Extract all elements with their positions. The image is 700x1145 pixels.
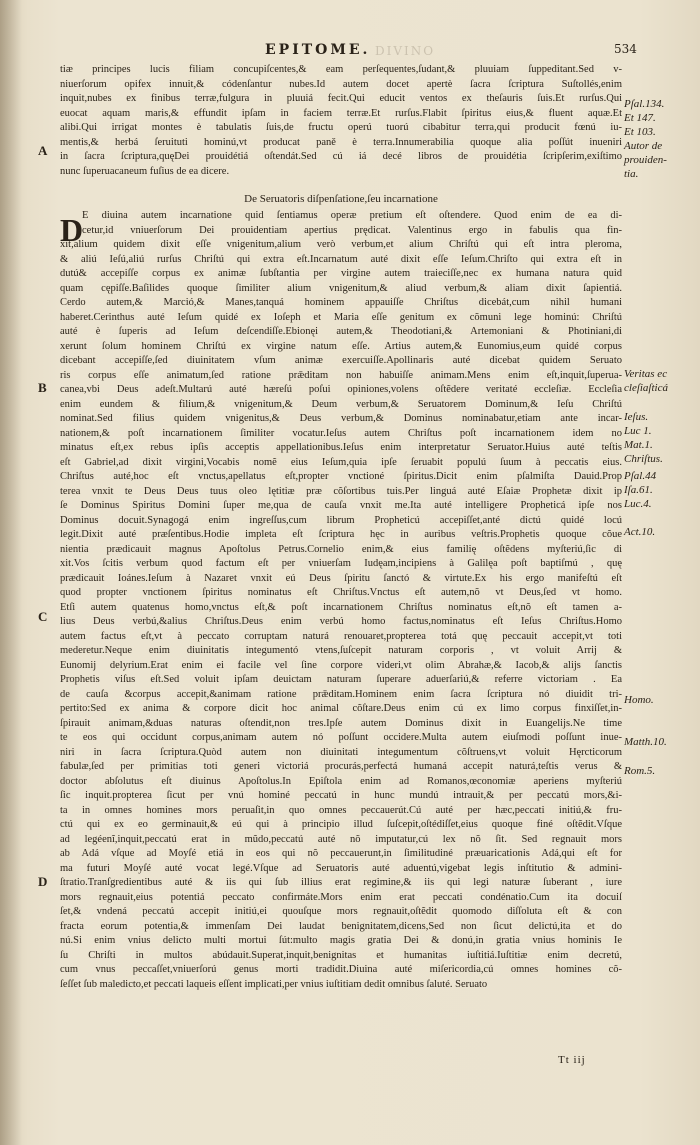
text-line: inquit,nubes ex finibus terræ,fulgura in pluuiá fecit.Qui educit ventos ex theſauris ſuis.Et rurſus.Qui bbox=[60, 93, 622, 104]
text-line: canea,vbi Deus adeſt.Multarú auté hæreſú poſui opiniones,volens oſtẽdere veritaté eccleſiæ. Eccleſia bbox=[60, 384, 622, 395]
text-line: nominat.Sed filius quidem vnigenitus,& Deus verbum,& Dominus nominabatur,etiam ante incar- bbox=[60, 413, 622, 424]
text-line: cum vnus peccaſſet,vniuerſorú genus morti tradidit.Diuina auté miſericordia,cú omnes homines cõ- bbox=[60, 964, 622, 975]
margin-note: Chriſtus. bbox=[624, 453, 663, 465]
text-line: ma futuri Moyſé auté vocat legé.Vſque ad Seruatoris auté aduentú,vigebat legis inſtitutio & admini- bbox=[60, 862, 622, 874]
text-line: dutú& accepiſſe corpus ex animæ ſubſtantia per virgine autem traieciſſe,nec ex humana natura quid bbox=[60, 268, 622, 279]
text-line: ta in omnes homines mors peruaſit,in quo omnes peccauerút.Cú auté per hæc,peccati initiú,& fru- bbox=[60, 804, 622, 816]
text-line: ſe Dominus Spiritus Domini ſuper me,qua de cauſa vnxit me.Ita auté intelligere Propheticá ipſe nos bbox=[60, 500, 622, 511]
text-line: & aliú Ieſú,aliú rurſus Chriſtú qui extra eſt.Incarnatum auté dixit eſſe Ieſum.Chriſto qui extra eſt in bbox=[60, 253, 622, 265]
text-line: ſet,& vndená peccatú accepit initiú,ei quouſque mors regnauit,oſtẽdit quomodo diſſoluta eſt & con bbox=[60, 906, 622, 917]
text-line: quam cępiſſe.Baſilides quoque ſimiliter alium vnigenitum,& aliud verbum,& aliam dixit ſapientiá. bbox=[60, 282, 622, 294]
text-line: xit.Vos ſcitis verbum quod factum eſt per vniuerſam Iudęam,incipiens à Galilęa poſt baptiſmú , quę bbox=[60, 558, 622, 569]
margin-note: Act.10. bbox=[624, 526, 656, 538]
text-line: nú.Si enim vnius delicto multi mortui ſút:multo magis gratia Dei & donú,in gratia vnius hominis Ie bbox=[60, 935, 622, 946]
gutter-shadow bbox=[0, 0, 22, 1145]
text-line: niuerſorum opifex innuit,& códenſantur nubes.Id autem docet apertè ſacra ſcriptura Suſtollés,enim bbox=[60, 78, 622, 90]
text-line: Prophetis viſus eſt.Sed voluit ipſam deuictam naturam ſuperare aduerſariú,& referre victoriam . Ea bbox=[60, 674, 622, 685]
running-head bbox=[0, 42, 700, 64]
margin-note: prouiden- bbox=[624, 154, 667, 166]
page-number: 534 bbox=[614, 42, 637, 56]
text-line: tiæ principes lucis filiam concupiſcentes,& eam perſequentes,ſudant,& pluuiam ſuppeditant.Sed v- bbox=[60, 64, 622, 75]
text-line: alibi.Qui irrigat montes è tabulatis ſuis,de fructu operú tuorú cibabitur terra,qui producit fœnú iu- bbox=[60, 122, 622, 133]
text-line: Dominus docuit.Synagogá enim ingreſſus,cum librum Propheticú accepiſſet,anté dictú quidé locú bbox=[60, 514, 622, 526]
text-line: Chriſtus auté,hoc eſt vnctus,apellatus eſt,propter vnctioné ſpiritus.Dicit enim pſalmiſta Dauid.Prop bbox=[60, 471, 622, 482]
text-line: ſpirauit animam,&duas naturas oſtendit,non tres.Ipſe autem Dominus dixit in Euangelijs.Ne time bbox=[60, 717, 622, 729]
body-paragraph bbox=[60, 209, 622, 992]
text-line: dicebant accepiſſe,ſed diuinitatem vſum animæ exercuiſſe.Apollinaris auté dicebat quidem Seruato bbox=[60, 355, 622, 366]
margin-note: Iſa.61. bbox=[624, 484, 653, 496]
margin-note: Luc 1. bbox=[624, 425, 652, 437]
margin-note: Ieſus. bbox=[624, 411, 649, 423]
margin-note: Homo. bbox=[624, 694, 654, 706]
section-letter: D bbox=[38, 874, 48, 889]
text-line: in ſacra ſcriptura,quęDei prouidétiá oſtendát.Sed cú iá decé libros de prouidétia ſcripſerim,exiſtimo bbox=[60, 151, 622, 162]
text-line: fabulæ,ſed per primitias toti generi victoriá procurás,perfectá humaná accepit naturá,teſtis verus & bbox=[60, 761, 622, 772]
text-line: prædicauit Ioánes.Ieſum à Nazaret vnxit eú Deus ſpiritu ſanctó & virtute.Ex his ergo manifeſtú eſt bbox=[60, 572, 622, 584]
margin-note: Matth.10. bbox=[624, 736, 667, 748]
margin-note: Et 103. bbox=[624, 126, 656, 138]
text-line: quod propter vnctionem ſpiritus nominatus eſt Chriſtus.Vnctus eſt autem,nõ vt Deus,ſed vt homo. bbox=[60, 587, 622, 598]
text-line: terea vnxit te Deus Deus tuus oleo lętitiæ præ cõſortibus tuis.Per linguá auté Eſaiæ Prophetæ dixit ip bbox=[60, 485, 622, 497]
margin-note: Luc.4. bbox=[624, 498, 652, 510]
text-line: haberet.Cerinthus auté Ieſum quidé ex Ioſeph et Maria eſſe genitum ex cõmuni lege hominú: Chriſtú bbox=[60, 311, 622, 323]
text-line: te eos qui occidunt corpus,animam autem nó poſſunt occidere.Multa autem eiuſmodi poſſunt inue- bbox=[60, 732, 622, 743]
text-line: nunc ſuperuacaneum fuſius de ea dicere. bbox=[60, 165, 230, 177]
text-line: Cerdo autem,& Marció,& Manes,tanquá hominem appauiſſe Chriſtus dicebát,cum nihil humani bbox=[60, 297, 622, 308]
text-line: enim eundem & filium,& vnigenitum,& Deum verbum,& Seruatorem Dominum,& Ieſu Chriſtú bbox=[60, 398, 622, 410]
text-line: ad legéenĩ,inquit,peccatú erat in mũdo,peccatú auté nõ imputatur,cú lex nõ ſit. Sed regnauit mors bbox=[60, 833, 622, 845]
margin-note: Et 147. bbox=[624, 112, 656, 124]
section-heading: De Seruatoris diſpenſatione,ſeu incarnatione bbox=[244, 193, 438, 205]
text-line: pertito:Sed ex anima & corpore dicit hoc animal cõſtare.Deus enim cú ex limo corpus finxiſſet,in- bbox=[60, 703, 622, 714]
text-line: auté è ſuperis ad Ieſum deſcendiſſe.Ebionęi autem,& Theodotiani,& Artemoniani & Photiniani,di bbox=[60, 326, 622, 337]
signature-mark: Tt iij bbox=[558, 1054, 586, 1066]
margin-note: cleſiaſticá bbox=[624, 382, 668, 394]
text-line: ſtratio.Tranſgredientibus auté & iis qui ſub illius erat regimine,& iis qui legi naturæ ſuberant , iure bbox=[60, 877, 622, 888]
text-line: E diuina autem incarnatione quid ſentiamus operæ pretium eſt oſtendere. Quod enim de ea di- bbox=[82, 210, 622, 221]
drop-cap: D bbox=[60, 212, 84, 248]
show-through-text: DIVINO bbox=[375, 44, 436, 58]
text-line: ſic inquit.propterea ſicut per vnú hominé peccatú in hunc mundú intrauit,& per peccatú mors,&i- bbox=[60, 790, 622, 801]
text-line: de cauſa &corpus accepit,&animam ratione prǣditam.Hominem enim ſacra ſcriptura nó diuidit tri- bbox=[60, 688, 622, 700]
text-line: xit,alium quidem dixit eſſe vnigenitum,alium verò verbum,et alium Chriſtú qui eſt intra pleroma, bbox=[60, 239, 622, 250]
section-letter: C bbox=[38, 609, 48, 624]
main-text bbox=[60, 63, 622, 992]
text-line: fracta eorum potentia,& immenſam Dei laudat benignitatem,dicens,Sed non ſicut delictú,ita et do bbox=[60, 920, 622, 932]
text-line: ctú qui ex eo germinauit,& eú qui à principio illud ſuſcepit,oſtédiſſet,eius quoque finé oſtẽdit.Vſque bbox=[60, 819, 622, 830]
text-line: ſu Chriſti in multos abúdauit.Superat,inquit,benignitas et humanitas iuſtitiá.Iuſtitiæ enim decretú, bbox=[60, 949, 622, 961]
text-line: minatus eſt,ex rebus ipſis acceptis appellationibus.Ieſus enim interpretatur Seruator.Huius auté teſtis bbox=[60, 442, 622, 453]
text-line: ab Adá vſque ad Moyſé etiá in eos qui nõ peccauerunt,in ſimilitudiné præuaricationis Adá,qui eſt for bbox=[60, 848, 622, 859]
text-line: niri in ſacra ſcriptura.Quòd autem non diuinitati integumentum cõſtruens,vt voluit Hęrcticorum bbox=[60, 746, 622, 758]
text-line: lius Deus verbú,&alius Chriſtus.Deus enim verbú homo factus,nominatus eſt Ieſus Chriſtus.Homo bbox=[60, 616, 622, 627]
margin-note: Pſal.134. bbox=[624, 98, 665, 110]
margin-note: Autor de bbox=[624, 140, 663, 152]
text-line: nationem,& poſt incarnationem ſimiliter vocatur.Ieſus autem Chriſtus poſt incarnationem idem no bbox=[60, 427, 622, 439]
text-line: euocat aquam maris,& effundit ipſam in faciem terræ.Et rurſus.Flabit ſpiritus eius,& fluent aquæ.Et bbox=[60, 107, 622, 119]
margin-note: tia. bbox=[624, 168, 639, 180]
section-letter: B bbox=[38, 380, 47, 395]
margin-note: Veritas ec bbox=[624, 368, 668, 380]
text-line: eſt Gabriel,ad dixit virgini,Vocabis nomẽ eius Ieſum,quia ipſe ſeruabit populú ſuum à peccatis eius. bbox=[60, 456, 622, 468]
text-line: autem factus eſt,vt à peccato corruptam naturá renouaret,propterea totá quę peccauit accepit,vt toti bbox=[60, 630, 622, 642]
section-letter: A bbox=[38, 143, 48, 158]
text-line: cetur,id vniuerſorum Dei prouidentiam apertius prędicat. Valentinus ergo in fabulis qua fin- bbox=[82, 224, 622, 236]
text-line: ſeſſet ſub maledicto,et peccati laqueis eſſent implicati,per vnius iuſtitiam dedit omnibus ſaluté. Seruato bbox=[60, 978, 488, 990]
running-title: EPITOME. bbox=[265, 42, 371, 58]
text-line: legit.Dixit auté præſentibus.Hodie impleta eſt ſcriptura hęc in auribus veſtris.Prophetis quoque cõue bbox=[60, 529, 622, 540]
text-line: nientia prædicauit magnus Apoſtolus Petrus.Cornelio enim,& eius familię oſtẽdens myſteriú,ſic di bbox=[60, 543, 622, 555]
text-line: mederetur.Neque enim diuinitatis integumentó vtens,ſuſcepit naturam corporis , vt voluit Arrij & bbox=[60, 645, 622, 656]
text-line: mors regnauit,eius potentiá peccato confirmáte.Mors enim erat peccati condénatio.Cum ita docuiſ bbox=[60, 891, 622, 903]
margin-note: Mat.1. bbox=[624, 439, 653, 451]
text-line: mentis,& herbá ſeruituti hominú,vt producat paně è terra.Innumerabilia quoque alia poſſút inueniri bbox=[60, 136, 622, 148]
text-line: xerunt ſolum hominem Chriſtú ex virgine natum eſſe. Artius autem,& Eunomius,eum quidé corpus bbox=[60, 340, 622, 352]
text-line: doctor abſolutus eſt diuinus Apoſtolus.In Epiſtola enim ad Romanos,œconomiæ aperiens myſteriú bbox=[60, 775, 622, 787]
margin-note: Rom.5. bbox=[624, 765, 656, 777]
text-line: ris corpus eſſe animatum,ſed ratione prǣditam non habuiſſe animam.Mens enim eſt,inquit,ſuperua- bbox=[60, 369, 622, 381]
margin-note: Pſal.44 bbox=[624, 470, 657, 482]
text-line: Eunomij delyrium.Erat enim ei facile vel ſine corpore videri,vt olim Abrahæ,& Iacob,& alijs ſanctis bbox=[60, 659, 622, 671]
text-line: Etſi autem quatenus homo,vnctus eſt,& poſt incarnationem Chriſtus nominatus eſt,nõ eſt tamen a- bbox=[60, 601, 622, 613]
